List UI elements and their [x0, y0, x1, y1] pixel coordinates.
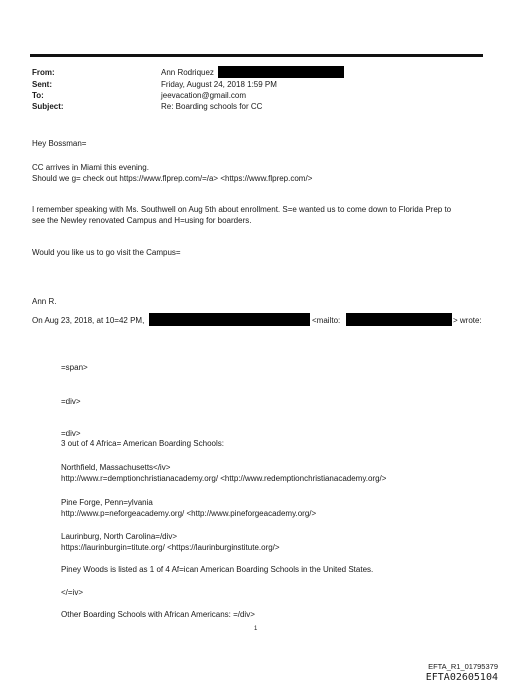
quote-wrote: > wrote: — [453, 316, 482, 325]
page-number: 1 — [254, 626, 258, 632]
body-line: Would you like us to go visit the Campus= — [32, 248, 181, 257]
school-url: http://www.p=neforgeacademy.org/ <http://www.pineforgeacademy.org/> — [61, 509, 317, 518]
redaction-block — [149, 313, 310, 326]
body-line: Should we g= check out https://www.flprep.com/=/a> <https://www.flprep.com/> — [32, 174, 313, 183]
school-name: Northfield, Massachusetts</iv> — [61, 463, 171, 472]
school-name: Pine Forge, Penn=ylvania — [61, 498, 153, 507]
footer-id-1: EFTA_R1_01795379 — [428, 662, 498, 671]
quoted-line: =span> — [61, 363, 88, 372]
header-rule — [30, 54, 483, 57]
subject-label: Subject: — [32, 102, 64, 111]
signoff: Ann R. — [32, 297, 57, 306]
quoted-line: =div> — [61, 429, 81, 438]
greeting: Hey Bossman= — [32, 139, 87, 148]
from-value: Ann Rodriquez — [161, 68, 214, 77]
to-label: To: — [32, 91, 44, 100]
quoted-line: Piney Woods is listed as 1 of 4 Af=ican American Boarding Schools in the United States. — [61, 565, 374, 574]
sent-value: Friday, August 24, 2018 1:59 PM — [161, 80, 277, 89]
body-line: I remember speaking with Ms. Southwell on Aug 5th about enrollment. S=e wanted us to come down to Florida Prep to — [32, 205, 452, 214]
redaction-block — [346, 313, 452, 326]
from-label: From: — [32, 68, 55, 77]
subject-value: Re: Boarding schools for CC — [161, 102, 263, 111]
school-name: Laurinburg, North Carolina=/div> — [61, 532, 178, 541]
sent-label: Sent: — [32, 80, 52, 89]
quoted-line: Other Boarding Schools with African Americans: =/div> — [61, 610, 255, 619]
footer-id-2: EFTA02605104 — [425, 672, 498, 683]
body-line: CC arrives in Miami this evening. — [32, 163, 149, 172]
quote-mailto: <mailto: — [312, 316, 341, 325]
quoted-line: </=iv> — [61, 588, 84, 597]
quoted-line: =div> — [61, 397, 81, 406]
body-line: see the Newley renovated Campus and H=using for boarders. — [32, 216, 252, 225]
schools-heading: 3 out of 4 Africa= American Boarding Schools: — [61, 439, 224, 448]
to-value: jeevacation@gmail.com — [161, 91, 247, 100]
school-url: https://laurinburgin=titute.org/ <https://laurinburginstitute.org/> — [61, 543, 280, 552]
redaction-block — [218, 66, 344, 78]
school-url: http://www.r=demptionchristianacademy.org/ <http://www.redemptionchristianacademy.org/> — [61, 474, 387, 483]
quote-prefix: On Aug 23, 2018, at 10=42 PM, — [32, 316, 145, 325]
